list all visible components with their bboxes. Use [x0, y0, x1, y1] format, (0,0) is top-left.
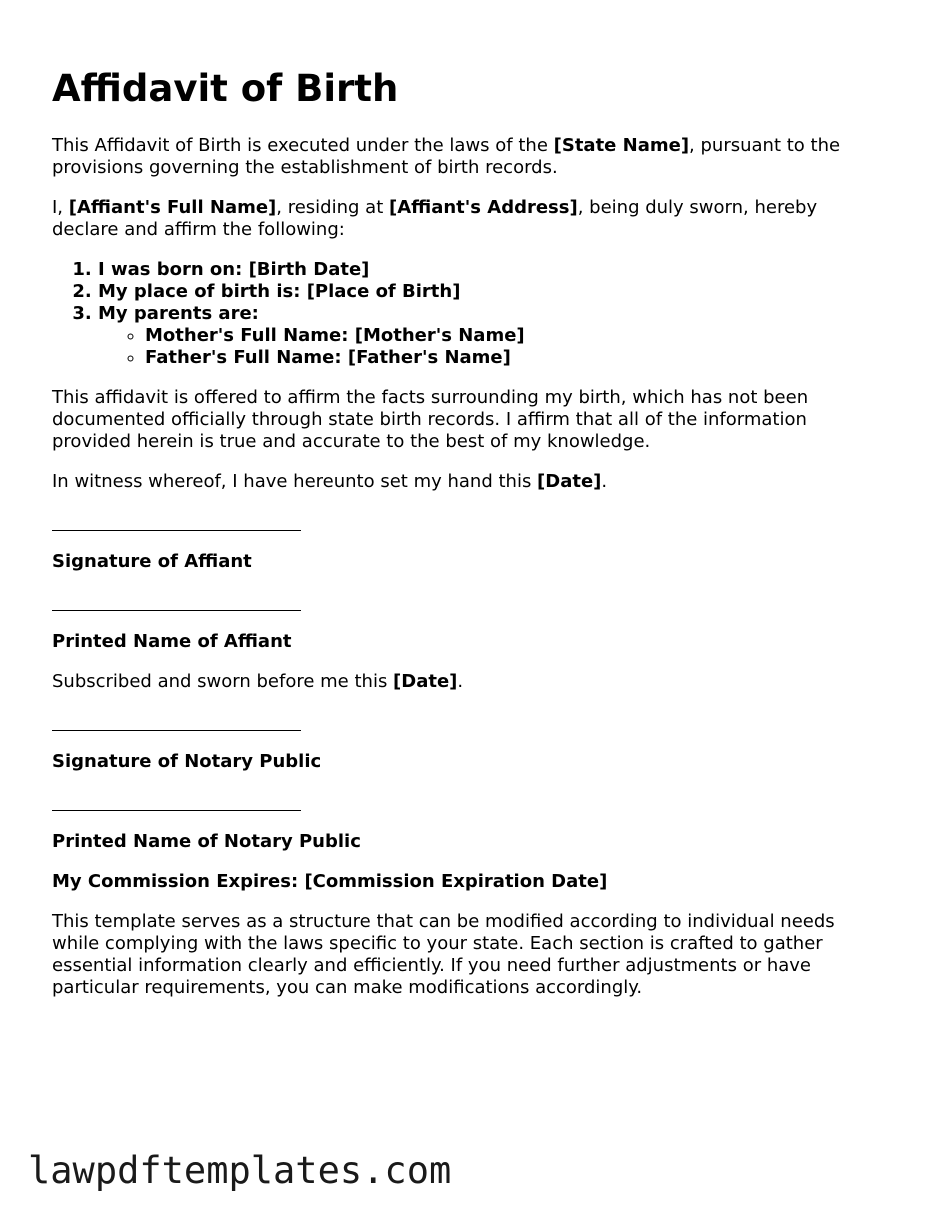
sworn-paragraph [52, 671, 882, 693]
intro-paragraph [52, 135, 882, 179]
witness-date-placeholder: [Date] [537, 471, 602, 492]
signature-affiant-label: Signature of Affiant [52, 551, 252, 572]
site-watermark: lawpdftemplates.com [28, 1149, 452, 1192]
facts-list [52, 259, 882, 369]
fact-parents-text: My parents are: [98, 303, 259, 324]
declaration-text-middle: , residing at [276, 197, 389, 218]
sworn-date-placeholder: [Date] [393, 671, 458, 692]
intro-text-after: , pursuant to the provisions governing the establishment of birth records. [52, 135, 841, 178]
witness-text-before: In witness whereof, I have hereunto set my hand this [52, 471, 538, 492]
commission-expires-label: My Commission Expires: [Commission Expiration Date] [52, 871, 608, 892]
declaration-text-after: , being duly sworn, hereby declare and affirm the following: [52, 197, 818, 240]
notary-printed-name-rule [52, 810, 301, 811]
affiant-printed-name-line [52, 591, 882, 613]
printed-name-affiant-label: Printed Name of Affiant [52, 631, 292, 652]
closing-note: This template serves as a structure that can be modified according to individual needs while complying with the laws specific to your state. Each section is crafted to gather essential information clearly and efficiently. If you need further adjustments or have particular requirements, you can make modifications accordingly. [52, 911, 835, 998]
affiant-name-placeholder: [Affiant's Full Name] [68, 197, 277, 218]
sworn-text-after: . [457, 671, 464, 692]
document-title: Affidavit of Birth [52, 67, 399, 110]
declaration-paragraph [52, 197, 882, 241]
father-name-item: ◦ Father's Full Name: [Father's Name] [145, 347, 882, 369]
signature-notary-label: Signature of Notary Public [52, 751, 322, 772]
affirmation-paragraph: This affidavit is offered to affirm the facts surrounding my birth, which has not been documented officially through state birth records. I affirm that all of the information provided herein is true and accurate to the best of my knowledge. [52, 387, 809, 452]
mother-name-item: ◦ Mother's Full Name: [Mother's Name] [145, 325, 882, 347]
witness-paragraph [52, 471, 882, 493]
intro-text-before: This Affidavit of Birth is executed under the laws of the [52, 135, 554, 156]
notary-printed-name-line [52, 791, 882, 813]
parents-list [98, 325, 882, 369]
document-body [52, 135, 882, 1017]
sworn-text-before: Subscribed and sworn before me this [52, 671, 394, 692]
state-placeholder: [State Name] [553, 135, 690, 156]
printed-name-notary-label: Printed Name of Notary Public [52, 831, 361, 852]
fact-birth-date-text: I was born on: [Birth Date] [98, 259, 370, 280]
notary-signature-rule [52, 730, 301, 731]
fact-place-of-birth [98, 281, 882, 303]
affiant-signature-line [52, 511, 882, 533]
fact-parents [98, 303, 882, 369]
affiant-signature-rule [52, 530, 301, 531]
notary-signature-line [52, 711, 882, 733]
affiant-printed-name-rule [52, 610, 301, 611]
declaration-text-before: I, [52, 197, 69, 218]
fact-birth-date [98, 259, 882, 281]
fact-place-of-birth-text: My place of birth is: [Place of Birth] [98, 281, 461, 302]
witness-text-after: . [601, 471, 608, 492]
affiant-address-placeholder: [Affiant's Address] [388, 197, 578, 218]
